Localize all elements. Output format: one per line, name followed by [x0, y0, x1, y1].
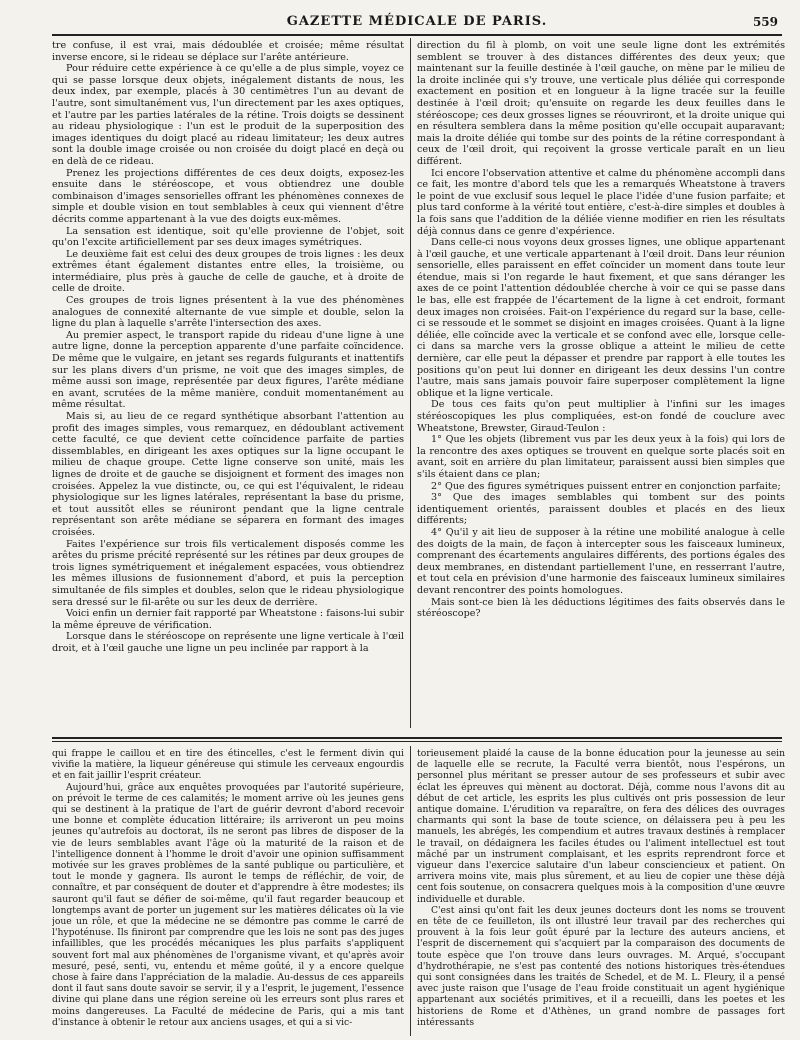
- paragraph: La sensation est identique, soit qu'elle provienne de l'objet, soit qu'on l'excite artificiellement par ses deux images symétriques.: [52, 225, 404, 249]
- paragraph: 3° Que des images semblables qui tombent sur des points identiquement orientés, paraissent doubles et placés en des lieux différents;: [417, 492, 785, 527]
- page-number: 559: [752, 15, 778, 29]
- paragraph: Dans celle-ci nous voyons deux grosses lignes, une oblique appartenant à l'œil gauche, et une verticale appartenant à l'œil droit. Dans leur réunion sensorielle, elles paraissent en effet coïncider un moment dans toute leur étendue, mais si l'on regarde le haut fixement, et que sans déranger les axes de ce point l'attention dédoublée cherche à voir ce qui se passe dans le bas, elle est frappée de l'écartement de la ligne à cet endroit, formant deux images non croisées. Fait-on l'expérience du regard sur la base, celle-ci se ressoude et le sommet se disjoint en images croisées. Quant à la ligne déliée, elle coïncide avec la verticale et se confond avec elle, lorsque celle-ci dans sa marche vers la grosse oblique a atteint le milieu de cette dernière, car elle peut la dépasser et prendre par rapport à elle toutes les positions qu'on peut lui donner en dirigeant les deux dessins l'un contre l'autre, mais sans jamais pouvoir faire superposer complètement la ligne oblique et la ligne verticale.: [417, 237, 785, 399]
- paragraph: Aujourd'hui, grâce aux enquêtes provoquées par l'autorité supérieure, on prévoit le terme de ces calamités; le moment arrive où les jeunes gens qui se destinent à la pratique de l'art de guérir devront d'abord recevoir une bonne et complète éducation littéraire; ils arriveront un peu moins jeunes qu'autrefois au doctorat, ils ne seront pas libres de disposer de la vie de leurs semblables avant l'âge où la maturité de la raison et de l'intelligence donnent à l'homme le droit d'avoir une opinion suffisamment motivée sur les graves problèmes de la santé publique ou particulière, et tout le monde y gagnera. Ils auront le temps de réfléchir, de voir, de connaître, et par conséquent de douter et d'apprendre à être modestes; ils sauront qu'il faut se défier de soi-même, qu'il faut regarder beaucoup et longtemps avant de porter un jugement sur les matières délicates où la vie joue un rôle, et que la médecine ne se démontre pas comme le carré de l'hypoténuse. Ils finiront par comprendre que les lois ne sont pas des juges infaillibles, que les procédés mécaniques les plus parfaits s'appliquent souvent fort mal aux phénomènes de l'organisme vivant, et qu'après avoir mesuré, pesé, senti, vu, entendu et même goûté, il y a encore quelque chose à faire dans l'appréciation de la maladie. Au-dessus de ces appareils dont il faut sans doute savoir se servir, il y a l'esprit, le jugement, l'essence divine qui plane dans une région sereine où les erreurs sont plus rares et moins dangereuses. La Faculté de médecine de Paris, qui a mis tant d'instance à obtenir le retour aux anciens usages, et qui a si vic-: [52, 781, 404, 1028]
- paragraph: C'est ainsi qu'ont fait les deux jeunes docteurs dont les noms se trouvent en tête de ce feuilleton, ils ont illustré leur travail par des recherches qui prouvent à la fois leur goût épuré par la lecture des auteurs anciens, et l'esprit de discernement qui s'acquiert par la comparaison des documents de toute espèce que l'on trouve dans leurs ouvrages. M. Arqué, s'occupant d'hydrothérapie, ne s'est pas contenté des notions historiques très-étendues qui sont consignées dans les traités de Schedel, et de M. L. Fleury, il a pensé avec juste raison que l'usage de l'eau froide constituait un agent hygiénique appartenant aux sociétés primitives, et il a recueilli, dans les poetes et les historiens de Rome et d'Athènes, un grand nombre de passages fort intéressants: [417, 904, 785, 1028]
- paragraph: Au premier aspect, le transport rapide du rideau d'une ligne à une autre ligne, donne la perception apparente d'une parfaite coïncidence. De même que le vulgaire, en jetant ses regards fulgurants et inattentifs sur les plans divers d'un prisme, ne voit que des images simples, de même aussi son image, représentée par deux figures, l'arête médiane en avant, scrutées de la même manière, conduit momentanément au même résultat.: [52, 329, 404, 411]
- paragraph: direction du fil à plomb, on voit une seule ligne dont les extrémités semblent se trouver à des distances différentes des deux yeux; que maintenant sur la feuille destinée à l'œil gauche, on mène par le milieu de la droite inclinée qui s'y trouve, une verticale plus déliée qui corresponde exactement en position et en longueur à la ligne tracée sur la feuille destinée à l'œil droit; qu'ensuite on regarde les deux feuilles dans le stéréoscope; ces deux grosses lignes se réouvriront, et la droite unique qui en résultera semblera dans la même position qu'elle occupait auparavant; mais la droite déliée qui tombe sur des points de la rétine correspondant à ceux de l'œil droit, qui reçoivent la grosse verticale paraît en un lieu différent.: [417, 40, 785, 167]
- paragraph: tre confuse, il est vrai, mais dédoublée et croisée; même résultat inverse encore, si le rideau se déplace sur l'arête antérieure.: [52, 40, 404, 63]
- paragraph: Ces groupes de trois lignes présentent à la vue des phénomènes analogues de connexité alternante de vue simple et double, selon la ligne du plan à laquelle s'arrête l'intersection des axes.: [52, 295, 404, 330]
- paragraph: torieusement plaidé la cause de la bonne éducation pour la jeunesse au sein de laquelle elle se recrute, la Faculté verra bientôt, nous l'espérons, un personnel plus méritant se presser autour de ses professeurs et subir avec éclat les épreuves qui mènent au doctorat. Déjà, comme nous l'avons dit au début de cet article, les esprits les plus cultivés ont pris possession de leur antique domaine. L'érudition va reparaître, on fera des délices des ouvrages charmants qui sont la base de toute science, on délaissera peu à peu les manuels, les abrégés, les compendium et autres travaux destinés à remplacer le travail, on dédaignera les faciles études ou l'aliment intellectuel est tout mâché par un instrument complaisant, et les esprits reprendront force et vigueur dans l'exercice salutaire d'un labeur consciencieux et patient. On arrivera moins vite, mais plus sûrement, et au lieu de copier une thèse déjà cent fois soutenue, on consacrera quelques mois à la composition d'une œuvre individuelle et durable.: [417, 748, 785, 905]
- feuilleton-column-right: [417, 748, 785, 1036]
- article-column-right: [417, 40, 785, 728]
- column-divider-bottom: [410, 746, 411, 1036]
- paragraph: 2° Que des figures symétriques puissent entrer en conjonction parfaite;: [431, 480, 781, 492]
- paragraph: 1° Que les objets (librement vus par les deux yeux à la fois) qui lors de la rencontre des axes optiques se trouvent en quelque sorte placés soit en avant, soit en arrière du plan limitateur, paraissent aussi bien simples que s'ils étaient dans ce plan;: [417, 434, 785, 480]
- paragraph: Voici enfin un dernier fait rapporté par Wheatstone : faisons-lui subir la même épreuve de vérification.: [52, 608, 404, 631]
- feuilleton-divider-thin: [52, 741, 782, 742]
- paragraph: Lorsque dans le stéréoscope on représente une ligne verticale à l'œil droit, et à l'œil gauche une ligne un peu inclinée par rapport à la: [52, 631, 404, 654]
- paragraph: De tous ces faits qu'on peut multiplier à l'infini sur les images stéréoscopiques les plus compliquées, est-on fondé de couclure avec Wheatstone, Brewster, Giraud-Teulon :: [417, 399, 785, 434]
- feuilleton-column-left: [52, 748, 404, 1036]
- column-divider-top: [410, 38, 411, 728]
- paragraph: Faites l'expérience sur trois fils verticalement disposés comme les arêtes du prisme précité représenté sur les rétines par deux groupes de trois lignes symétriquement et inégalement espacées, vous obtiendrez les mêmes illusions de fusionnement d'abord, et puis la perception simultanée de fils simples et doubles, selon que le rideau physiologique sera dressé sur le fil-arête ou sur les deux de derrière.: [52, 538, 404, 608]
- paragraph: Mais sont-ce bien là les déductions légitimes des faits observés dans le stéréoscope?: [417, 596, 785, 620]
- paragraph: 4° Qu'il y ait lieu de supposer à la rétine une mobilité analogue à celle des doigts de la main, de façon à intercepter sous les faisceaux lumineux, comprenant des écartements angulaires différents, des portions égales des deux membranes, en distendant partiellement l'une, en resserrant l'autre, et tout cela en prévision d'une harmonie des faisceaux lumineux similaires devant rencontrer des points homologues.: [417, 526, 785, 596]
- paragraph: Pour réduire cette expérience à ce qu'elle a de plus simple, voyez ce qui se passe lorsque deux objets, inégalement distants de nous, les deux index, par exemple, placés à 30 centimètres l'un au devant de l'autre, sont simultanément vus, l'un directement par les axes optiques, et l'autre par les parties latérales de la rétine. Trois doigts se dessinent au rideau physiologique : l'un est le produit de la superposition des images identiques du doigt placé au rideau limitateur; les deux autres sont la double image croisée ou non croisée du doigt placé en deçà ou en delà de ce rideau.: [52, 63, 404, 167]
- page-header: [52, 14, 782, 36]
- paragraph: Le deuxième fait est celui des deux groupes de trois lignes : les deux extrêmes étant également distantes entre elles, la troisième, ou intermédiaire, plus près à gauche de celle de gauche, et à droite de celle de droite.: [52, 248, 404, 295]
- article-column-left: [52, 40, 404, 728]
- paragraph: Prenez les projections différentes de ces deux doigts, exposez-les ensuite dans le stéréoscope, et vous obtiendrez une double combinaison d'images sensorielles offrant les phénomènes connexes de simple et double vision en tout semblables à ceux qui viennent d'être décrits comme appartenant à la vue des doigts eux-mêmes.: [52, 167, 404, 225]
- paragraph: Mais si, au lieu de ce regard synthétique absorbant l'attention au profit des images simples, vous remarquez, en dédoublant activement cette faculté, ce que devient cette coïncidence parfaite de parties dissemblables, en dirigeant les axes optiques sur la ligne occupant le milieu de chaque groupe. Cette ligne conserve son unité, mais les lignes de droite et de gauche se disjoignent et forment des images non croisées. Appelez la vue distincte, ou, ce qui est l'équivalent, le rideau physiologique sur les lignes latérales, représentant la base du prisme, et tout aussitôt elles se réuniront pendant que la ligne centrale représentant son arête médiane se séparera en formant des images croisées.: [52, 411, 404, 538]
- paragraph: Ici encore l'observation attentive et calme du phénomène accompli dans ce fait, les montre d'abord tels que les a remarqués Wheatstone à travers le point de vue exclusif sous lequel le place l'idée d'une fusion parfaite; et plus tard conforme à la vérité tout entière, c'est-à-dire simples et doubles à la fois sans que l'addition de la déliée vienne modifier en rien les résultats déjà connus dans ce genre d'expérience.: [417, 167, 785, 237]
- feuilleton-divider: [52, 737, 782, 739]
- paragraph: qui frappe le caillou et en tire des étincelles, c'est le ferment divin qui vivifie la matière, la liqueur généreuse qui stimule les cerveaux engourdis et en fait jaillir l'esprit créateur.: [52, 748, 404, 782]
- page-title: GAZETTE MÉDICALE DE PARIS.: [286, 14, 548, 29]
